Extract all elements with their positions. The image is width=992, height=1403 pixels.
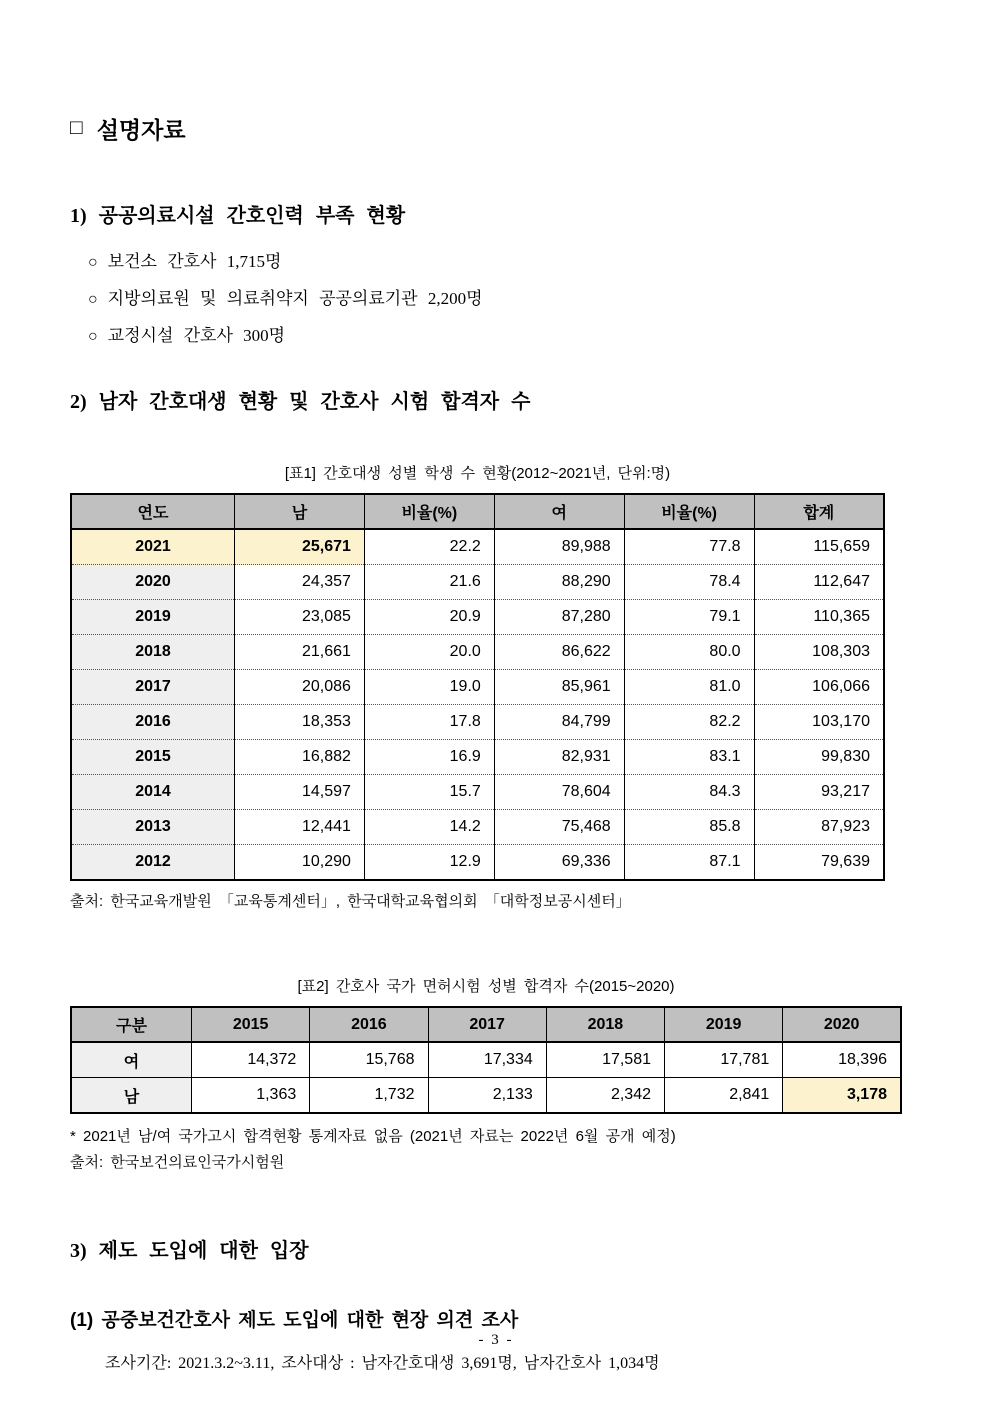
row-header-cell: 2017 [71, 670, 235, 705]
data-cell: 87.1 [624, 845, 754, 881]
data-cell: 106,066 [754, 670, 884, 705]
data-cell: 2,342 [546, 1078, 664, 1114]
table2-caption: [표2] 간호사 국가 면허시험 성별 합격자 수(2015~2020) [297, 978, 675, 995]
data-cell: 83.1 [624, 740, 754, 775]
column-header: 2019 [665, 1007, 783, 1042]
data-cell: 17.8 [364, 705, 494, 740]
data-cell: 69,336 [494, 845, 624, 881]
table-row [71, 775, 884, 810]
data-cell: 84.3 [624, 775, 754, 810]
circle-bullet-icon: ○ [88, 254, 98, 271]
data-cell: 15.7 [364, 775, 494, 810]
row-header-cell: 2014 [71, 775, 235, 810]
data-cell: 23,085 [235, 600, 365, 635]
section-1-heading: 1) 공공의료시설 간호인력 부족 현황 [70, 205, 406, 227]
column-header: 2017 [428, 1007, 546, 1042]
data-cell: 21.6 [364, 565, 494, 600]
table1-students-by-gender [70, 493, 885, 881]
data-cell: 14,372 [192, 1042, 310, 1078]
data-cell: 99,830 [754, 740, 884, 775]
data-cell: 16.9 [364, 740, 494, 775]
data-cell: 24,357 [235, 565, 365, 600]
data-cell: 17,581 [546, 1042, 664, 1078]
table-row [71, 529, 884, 565]
checkbox-square-icon: □ [70, 115, 83, 139]
section-2-heading: 2) 남자 간호대생 현황 및 간호사 시험 합격자 수 [70, 391, 531, 413]
table-row [71, 1078, 901, 1114]
data-cell: 77.8 [624, 529, 754, 565]
column-header: 비율(%) [624, 494, 754, 529]
table-row [71, 670, 884, 705]
data-cell: 15,768 [310, 1042, 428, 1078]
table1-source: 출처: 한국교육개발원 「교육통계센터」, 한국대학교육협의회 「대학정보공시센터」 [70, 893, 631, 910]
list-item [88, 281, 922, 318]
data-cell: 19.0 [364, 670, 494, 705]
survey-detail-text: 조사기간: 2021.3.2~3.11, 조사대상 : 남자간호대생 3,691명, 남자간호사 1,034명 [105, 1355, 660, 1372]
row-header-cell: 2013 [71, 810, 235, 845]
bullet-text: 지방의료원 및 의료취약지 공공의료기관 2,200명 [107, 289, 483, 308]
data-cell: 108,303 [754, 635, 884, 670]
table-row [71, 740, 884, 775]
data-cell: 88,290 [494, 565, 624, 600]
data-cell: 84,799 [494, 705, 624, 740]
row-header-cell: 남 [71, 1078, 192, 1114]
section-3-heading: 3) 제도 도입에 대한 입장 [70, 1240, 309, 1262]
table2-header-row [71, 1007, 901, 1042]
data-cell: 110,365 [754, 600, 884, 635]
section-3-sub-heading: (1) 공중보건간호사 제도 도입에 대한 현장 의견 조사 [70, 1310, 519, 1331]
data-cell: 79.1 [624, 600, 754, 635]
data-cell: 12.9 [364, 845, 494, 881]
data-cell: 14,597 [235, 775, 365, 810]
data-cell: 21,661 [235, 635, 365, 670]
data-cell: 75,468 [494, 810, 624, 845]
data-cell: 10,290 [235, 845, 365, 881]
column-header: 비율(%) [364, 494, 494, 529]
data-cell: 86,622 [494, 635, 624, 670]
list-item [88, 318, 922, 355]
column-header: 2018 [546, 1007, 664, 1042]
data-cell: 16,882 [235, 740, 365, 775]
column-header: 2016 [310, 1007, 428, 1042]
column-header: 구분 [71, 1007, 192, 1042]
data-cell: 2,841 [665, 1078, 783, 1114]
table2-source: 출처: 한국보건의료인국가시험원 [70, 1154, 285, 1171]
column-header: 합계 [754, 494, 884, 529]
data-cell: 17,334 [428, 1042, 546, 1078]
row-header-cell: 여 [71, 1042, 192, 1078]
table2-exam-passers-by-gender [70, 1006, 902, 1114]
data-cell: 80.0 [624, 635, 754, 670]
list-item [88, 244, 922, 281]
circle-bullet-icon: ○ [88, 328, 98, 345]
data-cell: 14.2 [364, 810, 494, 845]
table-row [71, 1042, 901, 1078]
data-cell: 89,988 [494, 529, 624, 565]
page-number: - 3 - [478, 1332, 514, 1348]
table2-body [71, 1042, 901, 1113]
row-header-cell: 2021 [71, 529, 235, 565]
circle-bullet-icon: ○ [88, 291, 98, 308]
data-cell: 1,732 [310, 1078, 428, 1114]
table-row [71, 810, 884, 845]
table-row [71, 600, 884, 635]
data-cell: 81.0 [624, 670, 754, 705]
data-cell: 17,781 [665, 1042, 783, 1078]
data-cell: 20.0 [364, 635, 494, 670]
row-header-cell: 2018 [71, 635, 235, 670]
data-cell: 18,396 [783, 1042, 901, 1078]
data-cell: 12,441 [235, 810, 365, 845]
table1-body [71, 529, 884, 880]
data-cell: 25,671 [235, 529, 365, 565]
table2-footnote: * 2021년 남/여 국가고시 합격현황 통계자료 없음 (2021년 자료는 2022년 6월 공개 예정) [70, 1128, 676, 1145]
row-header-cell: 2019 [71, 600, 235, 635]
document-title [70, 112, 922, 145]
data-cell: 85.8 [624, 810, 754, 845]
table1-header-row [71, 494, 884, 529]
section-1-bullet-list [70, 244, 922, 355]
column-header: 여 [494, 494, 624, 529]
column-header: 연도 [71, 494, 235, 529]
data-cell: 20,086 [235, 670, 365, 705]
table-row [71, 705, 884, 740]
bullet-text: 교정시설 간호사 300명 [107, 326, 286, 345]
document-title-text: 설명자료 [96, 117, 186, 143]
data-cell: 3,178 [783, 1078, 901, 1114]
table-row [71, 635, 884, 670]
data-cell: 87,923 [754, 810, 884, 845]
data-cell: 115,659 [754, 529, 884, 565]
bullet-text: 보건소 간호사 1,715명 [107, 252, 282, 271]
data-cell: 2,133 [428, 1078, 546, 1114]
row-header-cell: 2020 [71, 565, 235, 600]
data-cell: 87,280 [494, 600, 624, 635]
data-cell: 112,647 [754, 565, 884, 600]
data-cell: 93,217 [754, 775, 884, 810]
data-cell: 78.4 [624, 565, 754, 600]
column-header: 2015 [192, 1007, 310, 1042]
data-cell: 20.9 [364, 600, 494, 635]
row-header-cell: 2012 [71, 845, 235, 881]
data-cell: 82.2 [624, 705, 754, 740]
data-cell: 82,931 [494, 740, 624, 775]
column-header: 남 [235, 494, 365, 529]
data-cell: 78,604 [494, 775, 624, 810]
data-cell: 1,363 [192, 1078, 310, 1114]
row-header-cell: 2016 [71, 705, 235, 740]
table-row [71, 845, 884, 881]
table-row [71, 565, 884, 600]
data-cell: 18,353 [235, 705, 365, 740]
data-cell: 22.2 [364, 529, 494, 565]
data-cell: 85,961 [494, 670, 624, 705]
data-cell: 79,639 [754, 845, 884, 881]
column-header: 2020 [783, 1007, 901, 1042]
row-header-cell: 2015 [71, 740, 235, 775]
table1-caption: [표1] 간호대생 성별 학생 수 현황(2012~2021년, 단위:명) [284, 465, 671, 482]
data-cell: 103,170 [754, 705, 884, 740]
